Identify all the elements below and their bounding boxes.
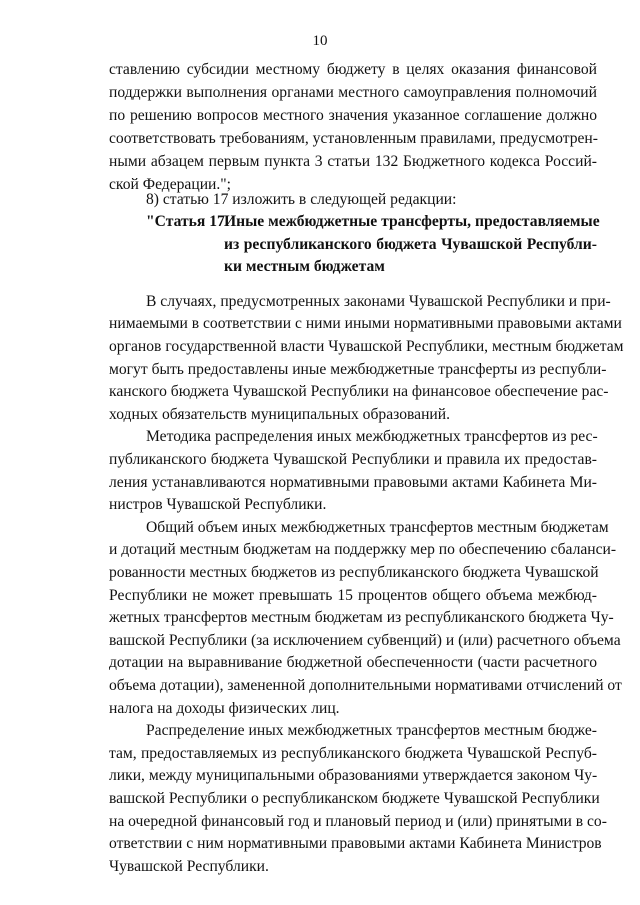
text-line: соответствовать требованиям, установленным правилами, предусмотрен- <box>109 130 598 147</box>
text-line: там, предоставляемых из республиканского бюджета Чувашской Респуб- <box>109 745 597 762</box>
article-heading-line: Иные межбюджетные трансферты, предоставляемые <box>224 213 600 230</box>
amendment-line: 8) статью 17 изложить в следующей редакции: <box>146 191 457 208</box>
article-heading-prefix: "Статья 17. <box>146 213 229 230</box>
text-line: Республики не может превышать 15 процентов общего объема межбюд- <box>109 587 597 604</box>
text-line: ления устанавливаются нормативными правовыми актами Кабинета Ми- <box>109 474 597 491</box>
text-line: и дотаций местным бюджетам на поддержку мер по обеспечению сбаланси- <box>109 541 617 558</box>
text-line: на очередной финансовый год и плановый период и (или) принятыми в со- <box>109 813 607 830</box>
text-line: могут быть предоставлены иные межбюджетные трансферты из республи- <box>109 361 607 378</box>
text-line: ской Федерации."; <box>109 176 231 193</box>
text-line: ными абзацем первым пункта 3 статьи 132 Бюджетного кодекса Россий- <box>109 153 597 170</box>
text-line: Методика распределения иных межбюджетных трансфертов из рес- <box>146 428 598 445</box>
text-line: нимаемыми в соответствии с ними иными нормативными правовыми актами <box>109 315 622 332</box>
text-line: ставлению субсидии местному бюджету в целях оказания финансовой <box>109 61 597 78</box>
text-line: объема дотации), замененной дополнительными нормативами отчислений от <box>109 677 622 694</box>
text-line: ответствии с ним нормативными правовыми актами Кабинета Министров <box>109 835 602 852</box>
text-line: вашской Республики о республиканском бюджете Чувашской Республики <box>109 790 600 807</box>
text-line: Распределение иных межбюджетных трансфертов местным бюдже- <box>146 722 597 739</box>
article-heading-line: ки местным бюджетам <box>224 258 385 275</box>
text-line: налога на доходы физических лиц. <box>109 700 340 717</box>
article-heading-line: из республиканского бюджета Чувашской Республи- <box>224 236 597 253</box>
text-line: органов государственной власти Чувашской Республики, местным бюджетам <box>109 338 624 355</box>
text-line: канского бюджета Чувашской Республики на финансовое обеспечение рас- <box>109 383 609 400</box>
text-line: лики, между муниципальными образованиями утверждается законом Чу- <box>109 767 598 784</box>
text-line: жетных трансфертов местным бюджетам из республиканского бюджета Чу- <box>109 609 614 626</box>
text-line: рованности местных бюджетов из республиканского бюджета Чувашской <box>109 564 599 581</box>
text-line: Чувашской Республики. <box>109 858 269 875</box>
text-line: публиканского бюджета Чувашской Республики и правила их предостав- <box>109 451 597 468</box>
text-line: вашской Республики (за исключением субвенций) и (или) расчетного объема <box>109 632 621 649</box>
text-line: поддержки выполнения органами местного самоуправления полномочий <box>109 84 597 101</box>
page-number: 10 <box>312 33 328 49</box>
text-line: нистров Чувашской Республики. <box>109 496 327 513</box>
text-line: Общий объем иных межбюджетных трансфертов местным бюджетам <box>146 519 609 536</box>
text-line: ходных обязательств муниципальных образований. <box>109 406 451 423</box>
text-line: по решению вопросов местного значения указанное соглашение должно <box>109 107 597 124</box>
text-line: В случаях, предусмотренных законами Чувашской Республики и при- <box>146 293 611 310</box>
text-line: дотации на выравнивание бюджетной обеспеченности (части расчетного <box>109 654 597 671</box>
